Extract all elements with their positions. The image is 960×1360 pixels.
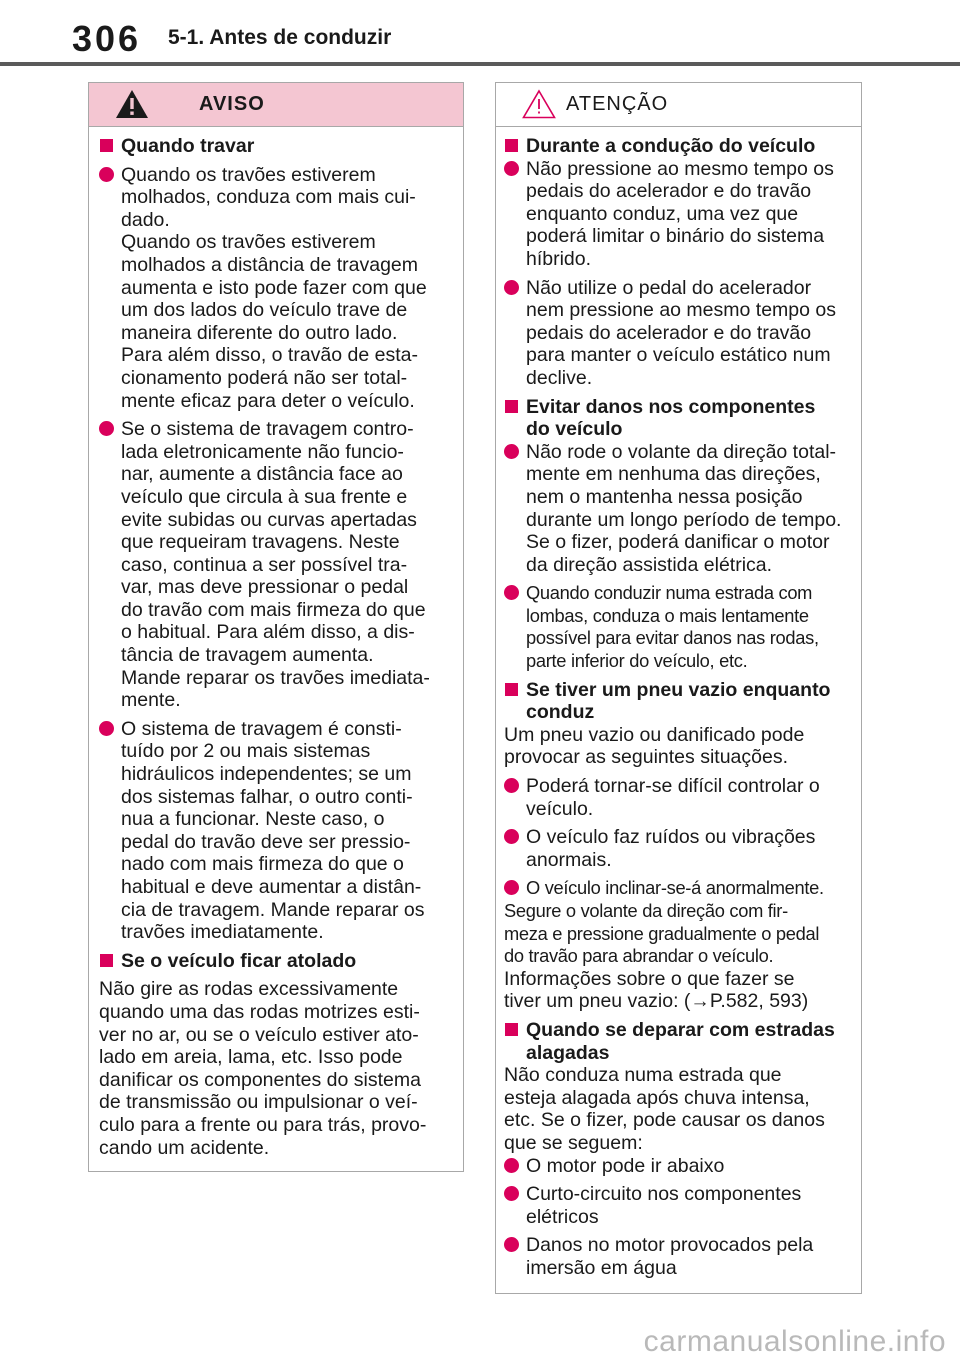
circle-bullet-icon	[504, 444, 519, 459]
bullet-text: Não rode o volante da direção total- mente em nenhuma das direções, nem o mantenha nessa posição durante um longo período de tempo. Se o fizer, poderá danificar o motor da direção assistida elétrica.	[526, 440, 842, 576]
aviso-header	[89, 83, 463, 127]
bullet-text: Poderá tornar-se difícil controlar o veículo.	[526, 775, 820, 820]
paragraph-text: Não gire as rodas excessivamente quando uma das rodas motrizes esti- ver no ar, ou se o veículo estiver ato- lado em areia, lama, etc. Isso pode danificar os componentes do sistema de transmissão ou impulsionar o veí- culo para a frente ou para trás, provo- cando um acidente.	[99, 978, 427, 1159]
bullet-text: Quando conduzir numa estrada com lombas, conduza o mais lentamente possível para evitar danos nas rodas, parte inferior do veículo, etc.	[526, 582, 819, 672]
bullet-text: Curto-circuito nos componentes elétricos	[526, 1183, 802, 1228]
bullet-item	[504, 1234, 851, 1279]
aviso-title: AVISO	[199, 93, 265, 115]
subheading-text: Durante a condução do veículo	[526, 135, 816, 157]
square-bullet-icon	[505, 400, 518, 413]
paragraph	[504, 1064, 851, 1154]
circle-bullet-icon	[504, 778, 519, 793]
bullet-item	[99, 164, 449, 413]
bullet-text: Não pressione ao mesmo tempo os pedais do acelerador e do travão enquanto conduz, uma vez que poderá limitar o binário do sistema híbrido.	[526, 157, 834, 270]
atencao-title: ATENÇÃO	[566, 93, 669, 115]
square-bullet-icon	[505, 139, 518, 152]
bullet-text: O sistema de travagem é consti- tuído por 2 ou mais sistemas hidráulicos independentes; se um dos sistemas falhar, o outro conti- nua a funcionar. Neste caso, o pedal do travão deve ser pressio- nado com mais firmeza do que o habitual e deve aumentar a distân- cia de travagem. Mande reparar os travões imediatamente.	[121, 717, 425, 944]
paragraph-text: Um pneu vazio ou danificado pode provocar as seguintes situações.	[504, 723, 805, 769]
section-title: 5-1. Antes de conduzir	[168, 26, 392, 49]
subheading	[99, 135, 449, 158]
circle-bullet-icon	[504, 1186, 519, 1201]
subheading	[504, 135, 851, 158]
bullet-text: O veículo inclinar-se-á anormalmente.	[526, 877, 824, 899]
page-header	[0, 0, 960, 66]
watermark: carmanualsonline.info	[643, 1325, 946, 1358]
paragraph-text: Informações sobre o que fazer se tiver um pneu vazio: (→P.582, 593)	[504, 967, 809, 1013]
bullet-text: Não utilize o pedal do acelerador nem pressione ao mesmo tempo os pedais do acelerador e do travão para manter o veículo estático num declive.	[526, 276, 836, 389]
aviso-warning-box	[88, 82, 464, 1172]
circle-bullet-icon	[504, 161, 519, 176]
bullet-text: Se o sistema de travagem contro- lada eletronicamente não funcio- nar, aumente a distância face ao veículo que circula à sua frente e evite subidas ou curvas apertadas que requeiram travagens. Neste caso, continua a ser possível tra- var, mas deve pressionar o pedal do travão com mais firmeza do que o habitual. Para além disso, a dis- tância de travagem aumenta. Mande reparar os travões imediata- mente.	[121, 418, 430, 712]
bullet-text: O motor pode ir abaixo	[526, 1154, 725, 1177]
bullet-item	[504, 441, 851, 577]
square-bullet-icon	[100, 139, 113, 152]
bullet-item	[504, 277, 851, 390]
bullet-item	[504, 582, 851, 672]
warning-triangle-icon	[115, 89, 149, 119]
paragraph	[504, 968, 851, 1013]
header-rule	[0, 62, 960, 66]
bullet-item	[99, 718, 449, 944]
page-number: 306	[72, 18, 142, 59]
bullet-item	[504, 158, 851, 271]
paragraph	[99, 978, 449, 1159]
circle-bullet-icon	[504, 829, 519, 844]
bullet-text: Quando os travões estiverem molhados, conduza com mais cui- dado. Quando os travões estiverem molhados a distância de travagem aumenta e isto pode fazer com que um dos lados do veículo trave de maneira diferente do outro lado. Para além disso, o travão de esta- cionamento poderá não ser total- mente eficaz para deter o veículo.	[121, 163, 427, 412]
atencao-body	[496, 127, 861, 1280]
subheading-text: Se tiver um pneu vazio enquanto conduz	[526, 678, 831, 724]
bullet-item	[504, 826, 851, 871]
subheading	[99, 950, 449, 973]
subheading-text: Evitar danos nos componentes do veículo	[526, 395, 816, 441]
atencao-header	[496, 83, 861, 127]
square-bullet-icon	[505, 683, 518, 696]
circle-bullet-icon	[504, 585, 519, 600]
bullet-text: Danos no motor provocados pela imersão em água	[526, 1234, 814, 1279]
bullet-item	[504, 1183, 851, 1228]
circle-bullet-icon	[99, 167, 114, 182]
circle-bullet-icon	[504, 280, 519, 295]
circle-bullet-icon	[504, 880, 519, 895]
circle-bullet-icon	[504, 1237, 519, 1252]
subheading	[504, 1019, 851, 1064]
subheading-text: Quando se deparar com estradas alagadas	[526, 1018, 835, 1064]
square-bullet-icon	[505, 1023, 518, 1036]
circle-bullet-icon	[504, 1158, 519, 1173]
paragraph	[504, 724, 851, 769]
bullet-item	[504, 1155, 851, 1178]
subheading-text: Quando travar	[121, 135, 255, 157]
bullet-text: O veículo faz ruídos ou vibrações anormais.	[526, 826, 816, 871]
paragraph	[504, 900, 851, 968]
bullet-item	[99, 418, 449, 712]
paragraph-text: Segure o volante da direção com fir- meza e pressione gradualmente o pedal do travão para abrandar o veículo.	[504, 900, 820, 967]
paragraph-text: Não conduza numa estrada que esteja alagada após chuva intensa, etc. Se o fizer, pode causar os danos que se seguem:	[504, 1064, 825, 1154]
aviso-body	[89, 127, 463, 1159]
subheading	[504, 396, 851, 441]
subheading-text: Se o veículo ficar atolado	[121, 949, 357, 972]
bullet-item	[504, 877, 851, 900]
circle-bullet-icon	[99, 421, 114, 436]
subheading	[504, 679, 851, 724]
circle-bullet-icon	[99, 721, 114, 736]
atencao-caution-box	[495, 82, 862, 1294]
caution-triangle-icon	[522, 89, 556, 119]
bullet-item	[504, 775, 851, 820]
square-bullet-icon	[100, 954, 113, 967]
